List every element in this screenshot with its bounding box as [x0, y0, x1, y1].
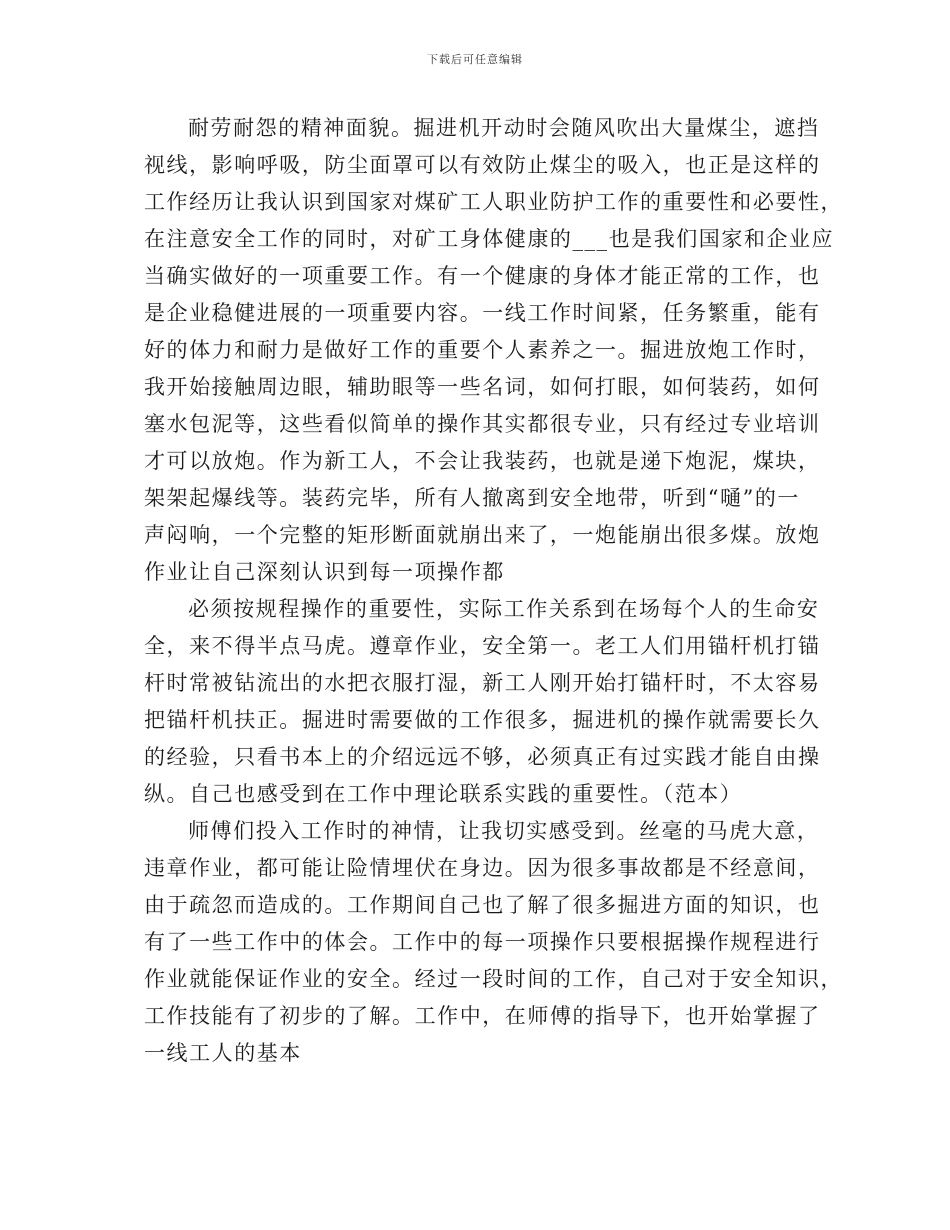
text-line: 把锚杆机扶正。掘进时需要做的工作很多，掘进机的操作就需要长久 [144, 708, 821, 732]
paragraph-2 [144, 591, 820, 813]
text-line: 的经验，只看书本上的介绍远远不够，必须真正有过实践才能自由操 [144, 745, 821, 769]
text-line: 当确实做好的一项重要工作。有一个健康的身体才能正常的工作，也 [144, 264, 821, 288]
text-line: 是企业稳健进展的一项重要内容。一线工作时间紧，任务繁重，能有 [144, 301, 821, 325]
text-line: 杆时常被钻流出的水把衣服打湿，新工人刚开始打锚杆时，不太容易 [144, 671, 821, 695]
text-line: 一线工人的基本 [144, 1041, 302, 1065]
text-line: 工作技能有了初步的了解。工作中，在师傅的指导下，也开始掌握了 [144, 1004, 821, 1028]
text-line: 塞水包泥等，这些看似简单的操作其实都很专业，只有经过专业培训 [144, 412, 821, 436]
text-line: 作业就能保证作业的安全。经过一段时间的工作，自己对于安全知识， [144, 967, 844, 991]
text-line: 由于疏忽而造成的。工作期间自己也了解了很多掘进方面的知识，也 [144, 893, 821, 917]
text-line: 作业让自己深刻认识到每一项操作都 [144, 560, 505, 584]
text-line: 好的体力和耐力是做好工作的重要个人素养之一。掘进放炮工作时， [144, 338, 821, 362]
text-line: 工作经历让我认识到国家对煤矿工人职业防护工作的重要性和必要性， [144, 190, 844, 214]
text-line: 师傅们投入工作时的神情，让我切实感受到。丝毫的马虎大意， [188, 819, 820, 843]
text-line: 纵。自己也感受到在工作中理论联系实践的重要性。（范本） [144, 782, 743, 806]
text-line: 我开始接触周边眼，辅助眼等一些名词，如何打眼，如何装药，如何 [144, 375, 821, 399]
text-line: 视线，影响呼吸，防尘面罩可以有效防止煤尘的吸入，也正是这样的 [144, 153, 821, 177]
document-body [144, 110, 844, 1072]
paragraph-1 [144, 110, 844, 591]
text-line: 在注意安全工作的同时，对矿工身体健康的___也是我们国家和企业应 [144, 227, 835, 251]
text-line: 才可以放炮。作为新工人，不会让我装药，也就是递下炮泥，煤块， [144, 449, 821, 473]
text-line: 全，来不得半点马虎。遵章作业，安全第一。老工人们用锚杆机打锚 [144, 634, 821, 658]
text-line: 耐劳耐怨的精神面貌。掘进机开动时会随风吹出大量煤尘，遮挡 [188, 116, 820, 140]
page-header-note: 下载后可任意编辑 [427, 53, 523, 66]
text-line: 有了一些工作中的体会。工作中的每一项操作只要根据操作规程进行 [144, 930, 821, 954]
text-line: 架架起爆线等。装药完毕，所有人撤离到安全地带，听到“嗵”的一 [144, 486, 800, 510]
text-line: 违章作业，都可能让险情埋伏在身边。因为很多事故都是不经意间， [144, 856, 821, 880]
text-line: 必须按规程操作的重要性，实际工作关系到在场每个人的生命安 [188, 597, 820, 621]
text-line: 声闷响，一个完整的矩形断面就崩出来了，一炮能崩出很多煤。放炮 [144, 523, 821, 547]
paragraph-3 [144, 813, 844, 1072]
